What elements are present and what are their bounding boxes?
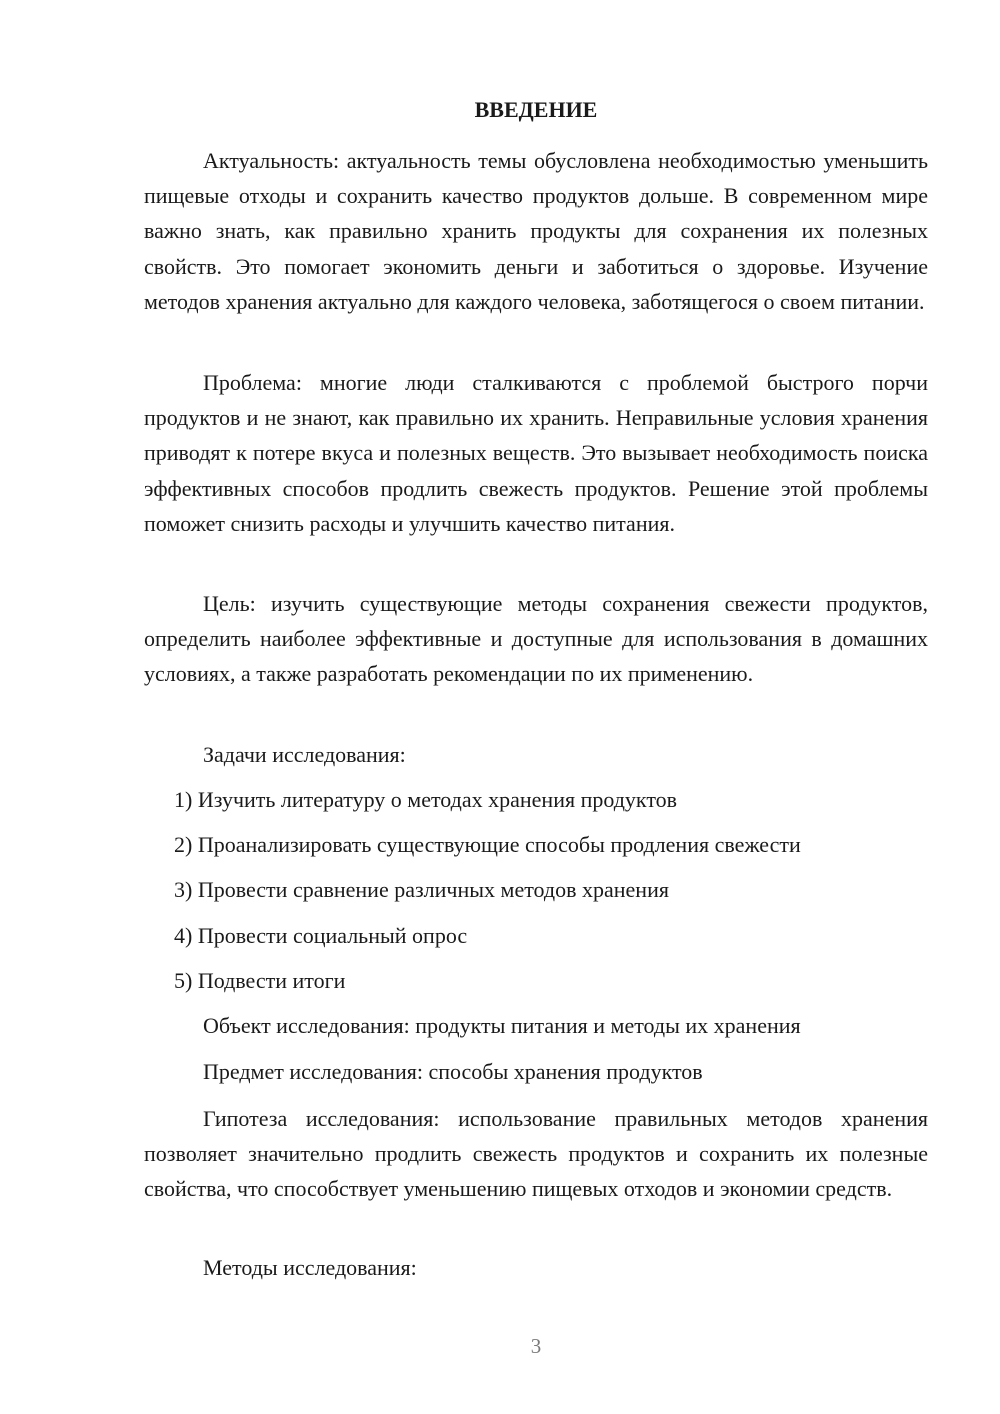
paragraph-hypothesis: Гипотеза исследования: использование правильных методов хранения позволяет значительно продлить свежесть продуктов и сохранить их полезные свойства, что способствует уменьшению пищевых отходов и экономии средств. — [144, 1106, 928, 1202]
page-title: ВВЕДЕНИЕ — [474, 97, 598, 122]
task-item: 3) Провести сравнение различных методов хранения — [174, 877, 669, 902]
task-item: 1) Изучить литературу о методах хранения продуктов — [174, 787, 678, 812]
task-item: 4) Провести социальный опрос — [174, 923, 468, 948]
research-subject: Предмет исследования: способы хранения продуктов — [203, 1059, 703, 1084]
tasks-heading: Задачи исследования: — [203, 742, 406, 767]
document-page — [144, 0, 928, 1414]
methods-heading: Методы исследования: — [203, 1255, 417, 1280]
research-object: Объект исследования: продукты питания и методы их хранения — [203, 1013, 801, 1038]
task-item: 5) Подвести итоги — [174, 968, 346, 993]
paragraph-goal: Цель: изучить существующие методы сохранения свежести продуктов, определить наиболее эффективные и доступные для использования в домашних условиях, а также разработать рекомендации по их применению. — [144, 591, 928, 687]
task-item: 2) Проанализировать существующие способы продления свежести — [174, 832, 801, 857]
paragraph-relevance: Актуальность: актуальность темы обусловлена необходимостью уменьшить пищевые отходы и сохранить качество продуктов дольше. В современном мире важно знать, как правильно хранить продукты для сохранения их полезных свойств. Это помогает экономить деньги и заботиться о здоровье. Изучение методов хранения актуально для каждого человека, заботящегося о своем питании. — [144, 148, 928, 314]
paragraph-problem: Проблема: многие люди сталкиваются с проблемой быстрого порчи продуктов и не знают, как правильно их хранить. Неправильные условия хранения приводят к потере вкуса и полезных веществ. Это вызывает необходимость поиска эффективных способов продлить свежесть продуктов. Решение этой проблемы поможет снизить расходы и улучшить качество питания. — [144, 370, 928, 536]
page-number: 3 — [530, 1334, 542, 1358]
